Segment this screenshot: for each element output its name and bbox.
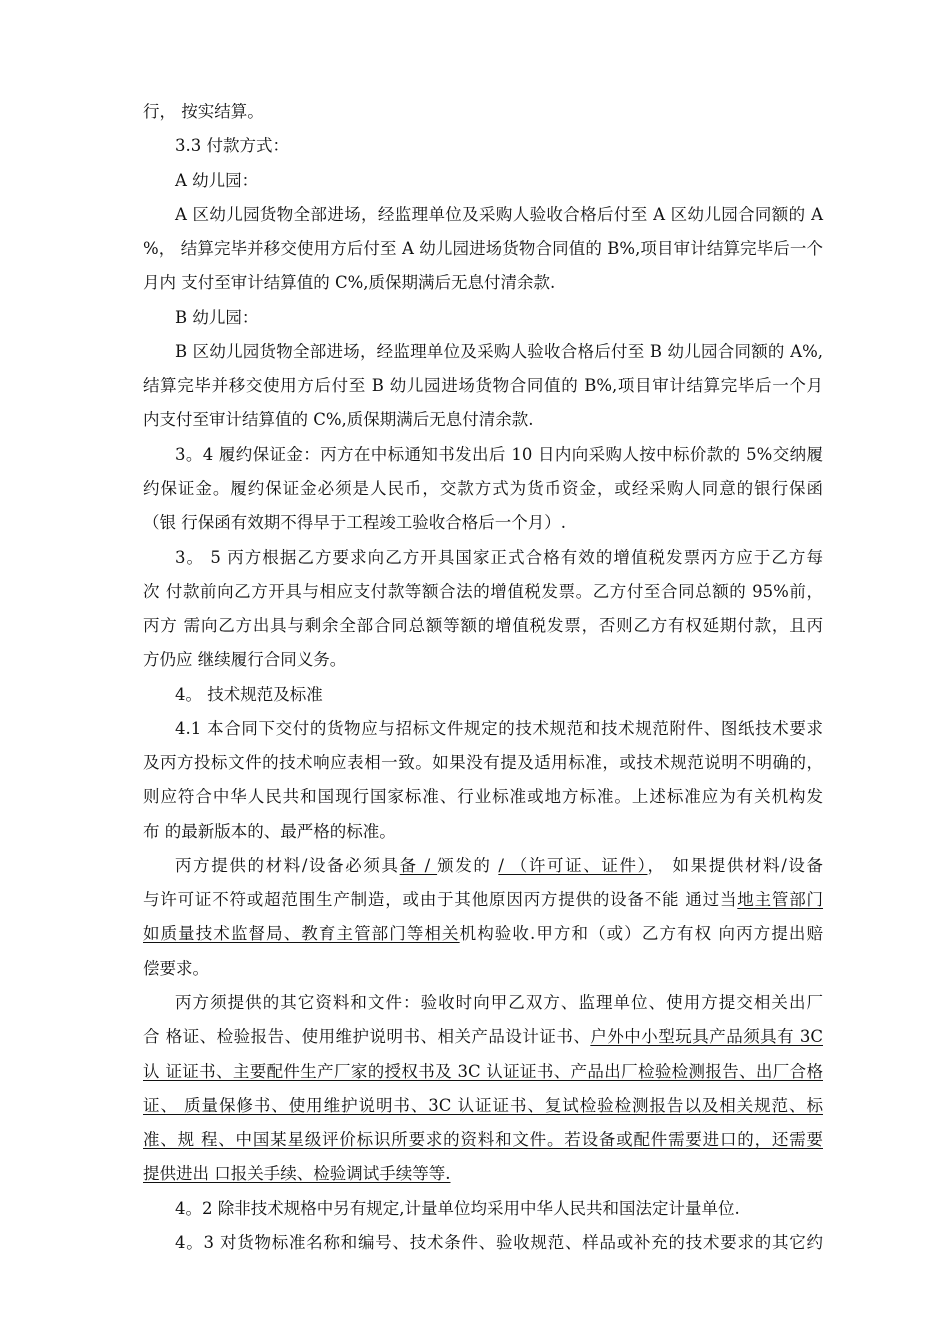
text-line: 合 格证、检验报告、使用维护说明书、相关产品设计证书、户外中小型玩具产品须具有 3C [143, 1027, 823, 1046]
text-line: 准、规 程、中国某星级评价标识所要求的资料和文件。若设备或配件需要进口的，还需要 [143, 1130, 823, 1149]
text-line: 4.1 本合同下交付的货物应与招标文件规定的技术规范和技术规范附件、图纸技术要求 [175, 719, 823, 738]
text-line: 丙方须提供的其它资料和文件：验收时向甲乙双方、监理单位、使用方提交相关出厂 [175, 993, 823, 1012]
text-line: 则应符合中华人民共和国现行国家标准、行业标准或地方标准。上述标准应为有关机构发 [143, 787, 823, 806]
text-line: 及丙方投标文件的技术响应表相一致。如果没有提及适用标准，或技术规范说明不明确的， [143, 753, 823, 772]
section-4-heading: 4。 技术规范及标准 [175, 685, 323, 704]
text-line: 结算完毕并移交使用方后付至 B 幼儿园进场货物合同值的 B%,项目审计结算完毕后一个月 [143, 376, 823, 395]
text-line: 约保证金。履约保证金必须是人民币，交款方式为货币资金，或经采购人同意的银行保函 [143, 479, 823, 498]
text-line: 丙方提供的材料/设备必须具备 / 颁发的 / （许可证、证件）， 如果提供材料/设备 [175, 856, 823, 875]
text-line: 认 证证书、主要配件生产厂家的授权书及 3C 认证证书、产品出厂检验检测报告、出厂合格 [143, 1062, 823, 1081]
text-line: 内支付至审计结算值的 C%,质保期满后无息付清余款. [143, 410, 534, 429]
section-3-3-heading: 3.3 付款方式： [175, 136, 289, 155]
text-line: 证、 质量保修书、使用维护说明书、3C 认证证书、复试检验检测报告以及相关规范、标 [143, 1096, 823, 1115]
text-line: 与许可证不符或超范围生产制造，或由于其他原因丙方提供的设备不能 通过当地主管部门 [143, 890, 824, 909]
text-line: 4。3 对货物标准名称和编号、技术条件、验收规范、样品或补充的技术要求的其它约 [175, 1233, 823, 1252]
text-line: 4。2 除非技术规格中另有规定,计量单位均采用中华人民共和国法定计量单位. [175, 1199, 740, 1218]
text-line: 3。4 履约保证金：丙方在中标通知书发出后 10 日内向采购人按中标价款的 5%交纳履 [175, 445, 823, 464]
text-line: 月内 支付至审计结算值的 C%,质保期满后无息付清余款. [143, 273, 556, 292]
text-line: 次 付款前向乙方开具与相应支付款等额合法的增值税发票。乙方付至合同总额的 95%前， [143, 582, 823, 601]
text-line: 布 的最新版本的、最严格的标准。 [143, 822, 396, 841]
text-line: （银 行保函有效期不得早于工程竣工验收合格后一个月）. [143, 513, 566, 532]
text-line: 如质量技术监督局、教育主管部门等相关机构验收.甲方和（或）乙方有权 向丙方提出赔 [143, 924, 823, 943]
text-line: 方仍应 继续履行合同义务。 [143, 650, 347, 669]
text-line: 3。 5 丙方根据乙方要求向乙方开具国家正式合格有效的增值税发票丙方应于乙方每 [175, 548, 823, 567]
text-line: A 区幼儿园货物全部进场，经监理单位及采购人验收合格后付至 A 区幼儿园合同额的 A [175, 205, 823, 224]
text-line: B 区幼儿园货物全部进场，经监理单位及采购人验收合格后付至 B 幼儿园合同额的 A%, [175, 342, 823, 361]
kindergarten-a-heading: A 幼儿园： [175, 171, 259, 190]
text-line: %， 结算完毕并移交使用方后付至 A 幼儿园进场货物合同值的 B%,项目审计结算完毕后一个 [143, 239, 823, 258]
kindergarten-b-heading: B 幼儿园： [175, 308, 259, 327]
text-line: 偿要求。 [143, 959, 209, 978]
text-line: 提供进出 口报关手续、检验调试手续等等. [143, 1164, 451, 1183]
text-line: 丙方 需向乙方出具与剩余全部合同总额等额的增值税发票，否则乙方有权延期付款，且丙 [143, 616, 823, 635]
text-line: 行， 按实结算。 [143, 102, 264, 121]
